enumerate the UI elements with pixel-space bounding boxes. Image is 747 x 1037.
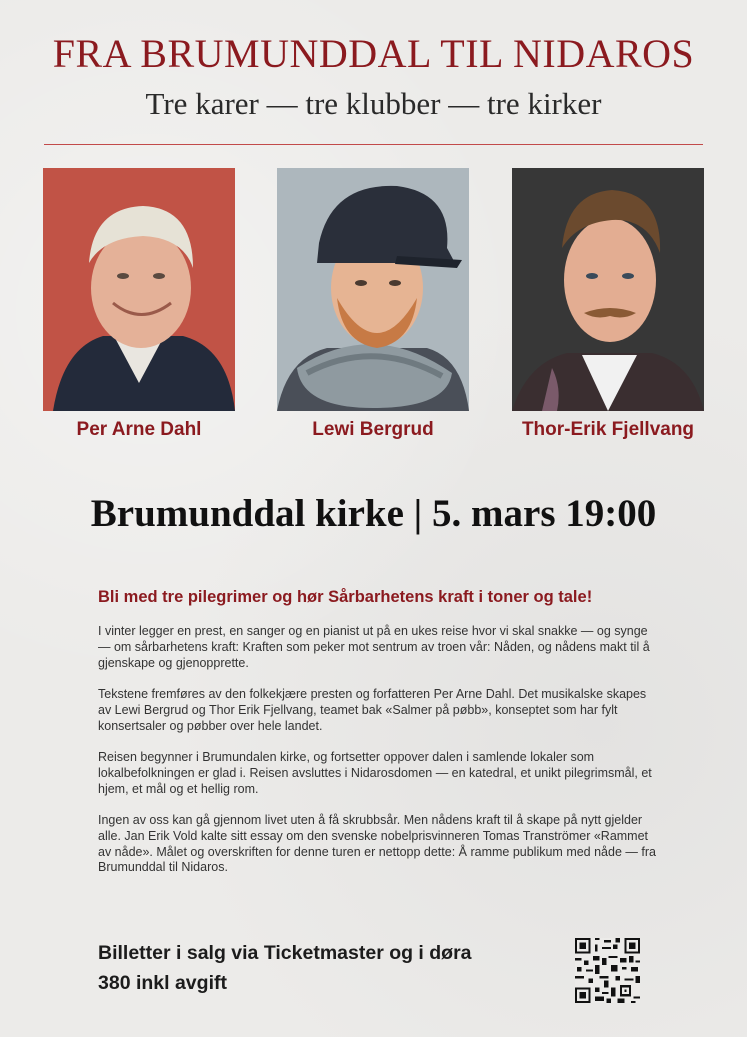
page-subtitle: Tre karer — tre klubber — tre kirker xyxy=(145,86,602,121)
ticket-info xyxy=(98,938,558,998)
performer-name: Per Arne Dahl xyxy=(76,419,202,440)
divider xyxy=(44,144,703,145)
performer-name: Thor-Erik Fjellvang xyxy=(521,419,695,440)
ticket-sales-line: Billetter i salg via Ticketmaster og i døra xyxy=(98,942,472,964)
paragraph: Reisen begynner i Brumundalen kirke, og fortsetter oppover dalen i samlende lokaler som lokalbefolkningen er glad i. Reisen avsluttes i Nidarosdomen — en katedral, et unikt pilegrimsmål, et hjem, et mål og et hellig rom. xyxy=(98,749,652,796)
paragraph: I vinter legger en prest, en sanger og en pianist ut på en ukes reise hvor vi skal snakke — og synge — om sårbarhetens kraft: Kraften som peker mot sentrum av troen vår: Nåden, og nådens makt til å gjenskape og gjenopprette. xyxy=(98,624,650,670)
performer-name: Lewi Bergrud xyxy=(312,419,434,440)
paragraph: Tekstene fremføres av den folkekjære presten og forfatteren Per Arne Dahl. Det musikalske skapes av Lewi Bergrud og Thor Erik Fjellvang, teamet bak «Salmer på pøbb», konseptet som har fylt konsertsaler og pøbber over hele landet. xyxy=(98,686,647,733)
photo-lewi-bergrud xyxy=(277,168,469,411)
paragraph: Ingen av oss kan gå gjennom livet uten å få skrubbsår. Men nådens kraft til å skape på nytt gjelder alle. Jan Erik Vold kalte sitt essay om den svenske nobelprisvinneren Tomas Tranströmer «Rammet av nåde». Målet og overskriften for denne turen er nettopp dette: Å ramme publikum med nåde — fra Brumunddal til Nidaros. xyxy=(98,812,656,875)
page-title: FRA BRUMUNDDAL TIL NIDAROS xyxy=(52,31,695,76)
event-venue-date: Brumunddal kirke | 5. mars 19:00 xyxy=(90,492,657,535)
lead-text: Bli med tre pilegrimer og hør Sårbarhetens kraft i toner og tale! xyxy=(98,588,593,606)
ticket-price: 380 inkl avgift xyxy=(98,972,227,994)
photo-per-arne-dahl xyxy=(43,168,235,411)
photo-thor-erik-fjellvang xyxy=(512,168,704,411)
description-body xyxy=(98,624,658,892)
qr-code-icon[interactable] xyxy=(574,938,641,1003)
